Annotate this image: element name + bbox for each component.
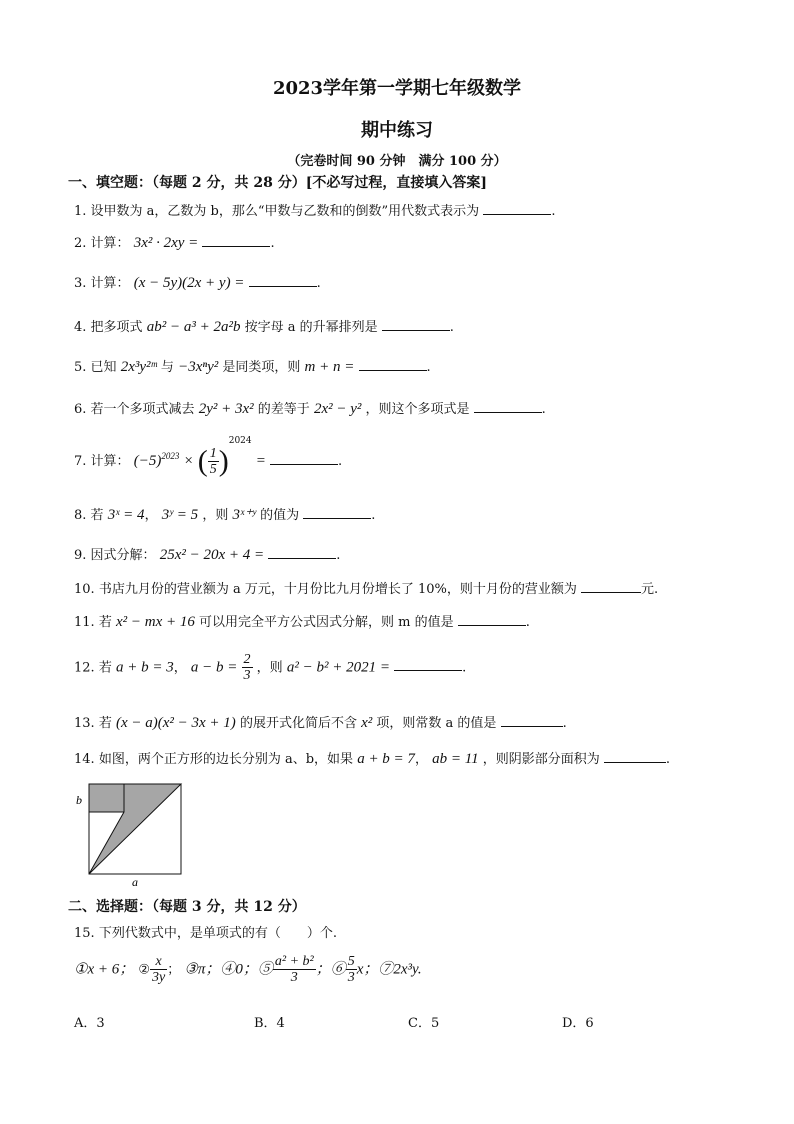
- label-a: a: [132, 875, 138, 888]
- page-subtitle: 期中练习: [361, 120, 433, 141]
- section-heading-choice: 二、选择题：（每题 3 分，共 12 分）: [68, 899, 306, 915]
- option-b[interactable]: B．4: [254, 1016, 285, 1031]
- answer-blank-14[interactable]: [604, 749, 666, 763]
- answer-blank-6[interactable]: [474, 399, 542, 413]
- page-title: 2023学年第一学期七年级数学: [272, 78, 522, 99]
- fraction-one-fifth: $\frac{1}{5}$: [209, 445, 217, 477]
- option-c[interactable]: C．5: [408, 1016, 440, 1031]
- question-6: 6. 若一个多项式减去 2y² + 3x² 的差等于 2x² − y² ，则这个多项式是 .: [74, 401, 546, 417]
- answer-blank-1[interactable]: [483, 201, 551, 215]
- answer-blank-4[interactable]: [382, 317, 450, 331]
- question-1: 1. 设甲数为 a，乙数为 b，那么“甲数与乙数和的倒数”用代数式表示为 .: [74, 200, 555, 219]
- question-10: 10. 书店九月份的营业额为 a 万元，十月份比九月份增长了 10%，则十月份的营业额为 元.: [74, 578, 658, 597]
- answer-blank-10[interactable]: [581, 579, 641, 593]
- question-2: 2. 计算： 3x² · 2xy = .: [74, 235, 275, 251]
- fraction-two-thirds: $\frac{2}{3}$: [243, 652, 251, 684]
- question-8: 8. 若 3ˣ = 4， 3ʸ = 5 ，则 3ˣ⁺ʸ 的值为 .: [74, 507, 376, 523]
- question-3: 3. 计算： (x − 5y)(2x + y) = .: [74, 275, 321, 291]
- label-b: b: [76, 793, 82, 807]
- question-15: 15. 下列代数式中，是单项式的有（ ）个.: [74, 926, 337, 941]
- option-d[interactable]: D．6: [562, 1016, 594, 1031]
- answer-blank-8[interactable]: [303, 505, 371, 519]
- item-6-fraction: $\frac{5}{3}$: [347, 954, 355, 986]
- question-9: 9. 因式分解： 25x² − 20x + 4 = .: [74, 547, 341, 563]
- answer-blank-11[interactable]: [458, 612, 526, 626]
- section-heading-fill-in: 一、填空题：（每题 2 分，共 28 分）[不必写过程，直接填入答案]: [68, 175, 487, 191]
- answer-blank-13[interactable]: [501, 713, 563, 727]
- question-14: 14. 如图，两个正方形的边长分别为 a、b，如果 a + b = 7， ab = 11 ，则阴影部分面积为 .: [74, 751, 671, 767]
- question-15-items: ①x + 6； ② $\frac{x}{3y}$ ； ③π；④0；⑤ $\frac{\text{a² + b²}}{3}$ ；⑥ $\frac{5}{3}$ x；⑦2x³y.: [74, 954, 422, 986]
- question-13: 13. 若 (x − a)(x² − 3x + 1) 的展开式化简后不含 x² 项，则常数 a 的值是 .: [74, 715, 567, 731]
- two-squares-figure: [70, 776, 190, 888]
- shaded-small-square: [89, 784, 124, 812]
- item-5-fraction: $\frac{\text{a² + b²}}{3}$: [274, 954, 314, 986]
- question-11: 11. 若 x² − mx + 16 可以用完全平方公式因式分解，则 m 的值是 .: [74, 614, 530, 630]
- option-a[interactable]: A．3: [74, 1016, 105, 1031]
- question-7: 7. 计算： $(-5)^{2023}$ × ( $\frac{1}{5}$ )$^{2024}$ = .: [74, 436, 343, 478]
- item-2-fraction: $\frac{x}{3y}$: [152, 954, 166, 986]
- question-4: 4. 把多项式 ab² − a³ + 2a²b 按字母 a 的升幂排列是 .: [74, 319, 454, 335]
- time-info: （完卷时间 90 分钟 满分 100 分）: [287, 154, 507, 169]
- question-12: 12. 若 a + b = 3， a − b = $\frac{2}{3}$ ，则 a² − b² + 2021 = .: [74, 652, 467, 684]
- answer-blank-7[interactable]: [270, 451, 338, 465]
- question-5: 5. 已知 2x³y²ᵐ 与 −3xⁿy² 是同类项，则 m + n = .: [74, 359, 431, 375]
- answer-blank-5[interactable]: [359, 357, 427, 371]
- answer-blank-12[interactable]: [394, 657, 462, 671]
- answer-blank-9[interactable]: [268, 545, 336, 559]
- answer-blank-2[interactable]: [202, 233, 270, 247]
- answer-blank-3[interactable]: [249, 273, 317, 287]
